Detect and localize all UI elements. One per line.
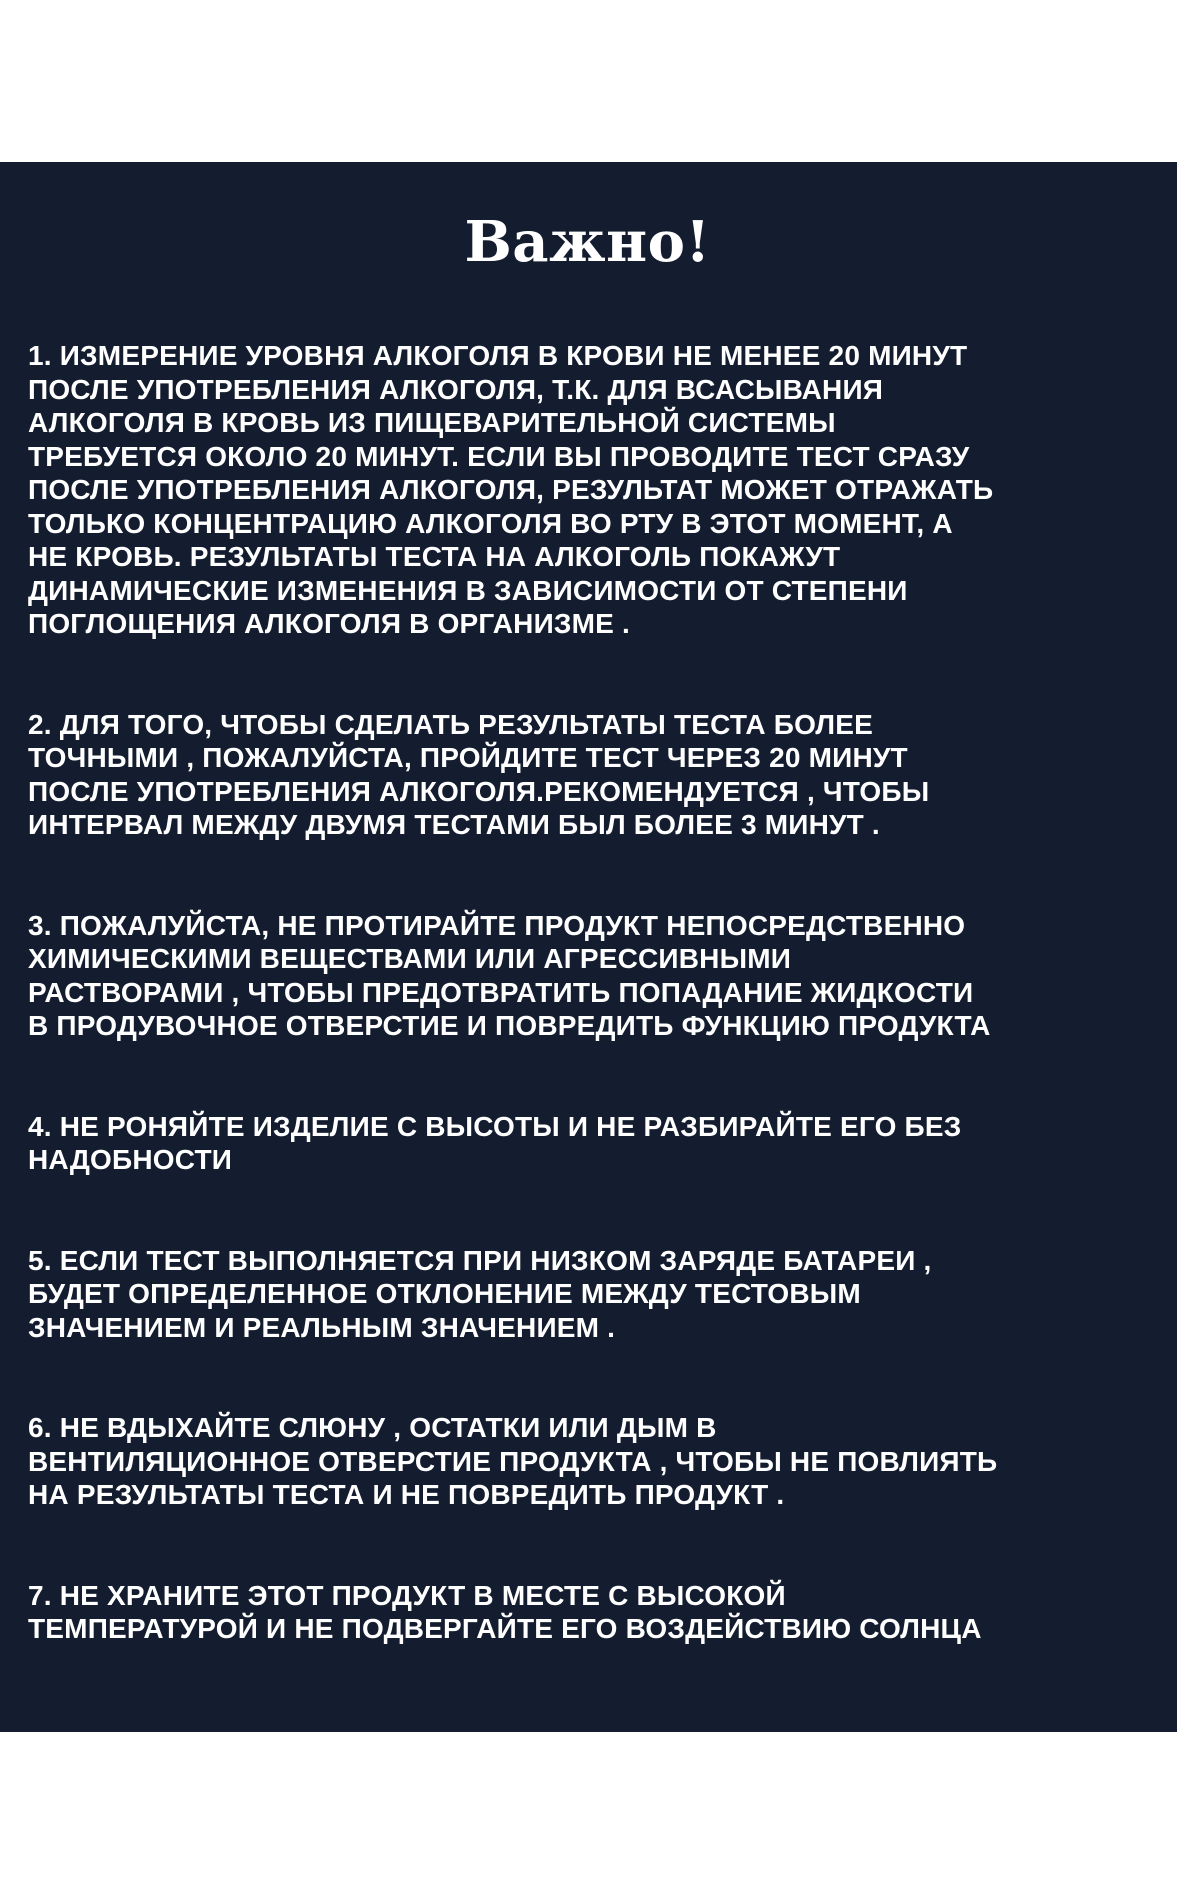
notice-panel xyxy=(0,162,1177,1732)
list-item-6: 6. НЕ ВДЫХАЙТЕ СЛЮНУ , ОСТАТКИ ИЛИ ДЫМ В ВЕНТИЛЯЦИОННОЕ ОТВЕРСТИЕ ПРОДУКТА , ЧТОБЫ НЕ ПОВЛИЯТЬ НА РЕЗУЛЬТАТЫ ТЕСТА И НЕ ПОВРЕДИТЬ ПРОДУКТ . xyxy=(28,1412,998,1510)
list-item-7: 7. НЕ ХРАНИТЕ ЭТОТ ПРОДУКТ В МЕСТЕ С ВЫСОКОЙ ТЕМПЕРАТУРОЙ И НЕ ПОДВЕРГАЙТЕ ЕГО ВОЗДЕЙСТВИЮ СОЛНЦА xyxy=(28,1579,982,1644)
list-item-1: 1. ИЗМЕРЕНИЕ УРОВНЯ АЛКОГОЛЯ В КРОВИ НЕ МЕНЕЕ 20 МИНУТ ПОСЛЕ УПОТРЕБЛЕНИЯ АЛКОГОЛЯ, Т.К. ДЛЯ ВСАСЫВАНИЯ АЛКОГОЛЯ В КРОВЬ ИЗ ПИЩЕВАРИТЕЛЬНОЙ СИСТЕМЫ ТРЕБУЕТСЯ ОКОЛО 20 МИНУТ. ЕСЛИ ВЫ ПРОВОДИТЕ ТЕСТ СРАЗУ ПОСЛЕ УПОТРЕБЛЕНИЯ АЛКОГОЛЯ, РЕЗУЛЬТАТ МОЖЕТ ОТРАЖАТЬ ТОЛЬКО КОНЦЕНТРАЦИЮ АЛКОГОЛЯ ВО РТУ В ЭТОТ МОМЕНТ, А НЕ КРОВЬ. РЕЗУЛЬТАТЫ ТЕСТА НА АЛКОГОЛЬ ПОКАЖУТ ДИНАМИЧЕСКИЕ ИЗМЕНЕНИЯ В ЗАВИСИМОСТИ ОТ СТЕПЕНИ ПОГЛОЩЕНИЯ АЛКОГОЛЯ В ОРГАНИЗМЕ . xyxy=(28,340,994,639)
instructions-list xyxy=(28,339,1147,1646)
list-item-3: 3. ПОЖАЛУЙСТА, НЕ ПРОТИРАЙТЕ ПРОДУКТ НЕПОСРЕДСТВЕННО ХИМИЧЕСКИМИ ВЕЩЕСТВАМИ ИЛИ АГРЕССИВНЫМИ РАСТВОРАМИ , ЧТОБЫ ПРЕДОТВРАТИТЬ ПОПАДАНИЕ ЖИДКОСТИ В ПРОДУВОЧНОЕ ОТВЕРСТИЕ И ПОВРЕДИТЬ ФУНКЦИЮ ПРОДУКТА xyxy=(28,909,991,1041)
list-item-5: 5. ЕСЛИ ТЕСТ ВЫПОЛНЯЕТСЯ ПРИ НИЗКОМ ЗАРЯДЕ БАТАРЕИ , БУДЕТ ОПРЕДЕЛЕННОЕ ОТКЛОНЕНИЕ МЕЖДУ ТЕСТОВЫМ ЗНАЧЕНИЕМ И РЕАЛЬНЫМ ЗНАЧЕНИЕМ . xyxy=(28,1244,932,1343)
list-item-4: 4. НЕ РОНЯЙТЕ ИЗДЕЛИЕ С ВЫСОТЫ И НЕ РАЗБИРАЙТЕ ЕГО БЕЗ НАДОБНОСТИ xyxy=(28,1110,962,1175)
list-item-2: 2. ДЛЯ ТОГО, ЧТОБЫ СДЕЛАТЬ РЕЗУЛЬТАТЫ ТЕСТА БОЛЕЕ ТОЧНЫМИ , ПОЖАЛУЙСТА, ПРОЙДИТЕ ТЕСТ ЧЕРЕЗ 20 МИНУТ ПОСЛЕ УПОТРЕБЛЕНИЯ АЛКОГОЛЯ.РЕКОМЕНДУЕТСЯ , ЧТОБЫ ИНТЕРВАЛ МЕЖДУ ДВУМЯ ТЕСТАМИ БЫЛ БОЛЕЕ 3 МИНУТ . xyxy=(28,708,930,840)
page-title: Важно! xyxy=(464,209,711,275)
